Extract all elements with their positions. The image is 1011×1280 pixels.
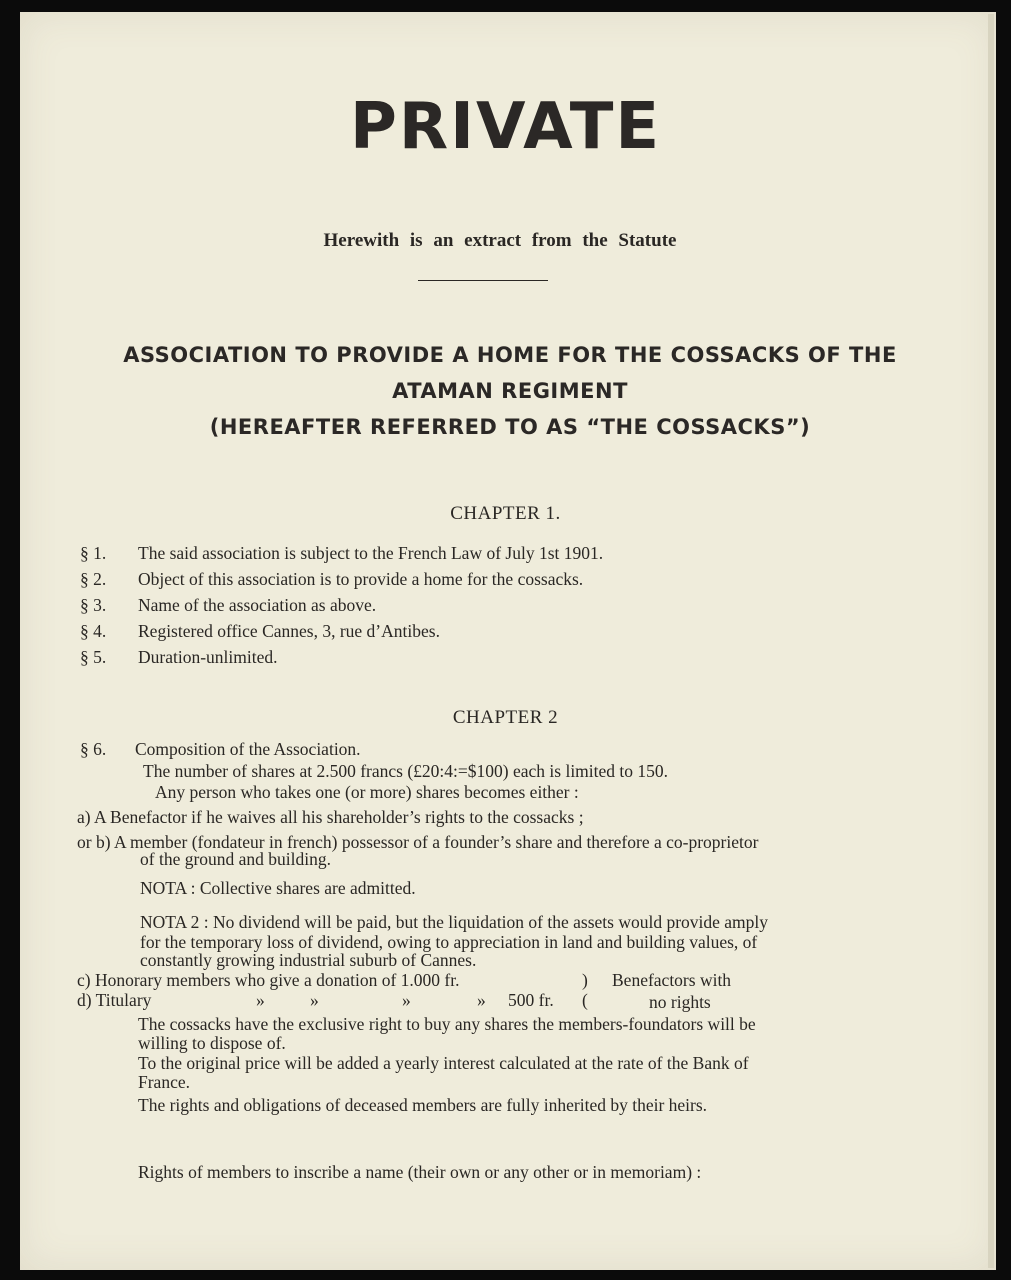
heading-line-2: ATAMAN REGIMENT <box>392 379 628 403</box>
price-line-2: France. <box>138 1072 190 1092</box>
inscribe-line: Rights of members to inscribe a name (their own or any other or in memoriam) : <box>138 1162 702 1182</box>
ditto-mark: » <box>477 990 486 1010</box>
subtitle: Herewith is an extract from the Statute <box>323 230 677 251</box>
buy-line-2: willing to dispose of. <box>138 1033 286 1053</box>
ditto-mark: » <box>256 990 265 1010</box>
clause-c: c) Honorary members who give a donation of 1.000 fr. <box>77 970 460 990</box>
brace-top: ) <box>582 970 588 990</box>
clause-a: a) A Benefactor if he waives all his shareholder’s rights to the cossacks ; <box>77 807 584 827</box>
section-number: § 2. <box>80 569 107 589</box>
section-text: Name of the association as above. <box>138 595 377 615</box>
benefactors-with: Benefactors with <box>612 970 732 990</box>
section-text: Object of this association is to provide a home for the cossacks. <box>138 569 584 589</box>
heading-line-3: (HEREAFTER REFERRED TO AS “THE COSSACKS”) <box>209 415 811 439</box>
clause-b-line-2: of the ground and building. <box>140 849 332 869</box>
clause-d-label: d) Titulary <box>77 990 152 1010</box>
heading-line-1: ASSOCIATION TO PROVIDE A HOME FOR THE COSSACKS OF THE <box>123 343 897 367</box>
section-number: § 5. <box>80 647 107 667</box>
price-line-1: To the original price will be added a yearly interest calculated at the rate of the Bank of <box>138 1053 749 1073</box>
ditto-mark: » <box>310 990 319 1010</box>
ditto-mark: » <box>402 990 411 1010</box>
section-6-title: Composition of the Association. <box>135 739 361 759</box>
section-number: § 1. <box>80 543 107 563</box>
nota-2-line-1: NOTA 2 : No dividend will be paid, but the liquidation of the assets would provide amply <box>140 912 769 932</box>
buy-line-1: The cossacks have the exclusive right to buy any shares the members-foundators will be <box>138 1014 756 1034</box>
page-title: PRIVATE <box>349 90 662 164</box>
page-edge <box>988 14 994 1268</box>
nota-2-line-2: for the temporary loss of dividend, owing to appreciation in land and building values, of <box>140 932 758 952</box>
clause-b-line-1: or b) A member (fondateur in french) possessor of a founder’s share and therefore a co-proprietor <box>77 832 759 852</box>
section-text: Registered office Cannes, 3, rue d’Antibes. <box>138 621 440 641</box>
no-rights: no rights <box>649 992 711 1012</box>
nota-2-line-3: constantly growing industrial suburb of Cannes. <box>140 950 477 970</box>
section-number: § 4. <box>80 621 107 641</box>
shares-line: The number of shares at 2.500 francs (£20:4:=$100) each is limited to 150. <box>143 761 669 781</box>
section-number: § 3. <box>80 595 107 615</box>
divider-rule <box>418 280 548 281</box>
nota-1: NOTA : Collective shares are admitted. <box>140 878 416 898</box>
section-text: The said association is subject to the French Law of July 1st 1901. <box>138 543 604 563</box>
rights-line: The rights and obligations of deceased members are fully inherited by their heirs. <box>138 1095 708 1115</box>
brace-bottom: ( <box>582 990 588 1010</box>
clause-d-amount: 500 fr. <box>508 990 554 1010</box>
section-text: Duration-unlimited. <box>138 647 278 667</box>
chapter-2-title: CHAPTER 2 <box>452 707 559 728</box>
section-number: § 6. <box>80 739 107 759</box>
any-person-line: Any person who takes one (or more) shares becomes either : <box>155 782 579 802</box>
chapter-1-title: CHAPTER 1. <box>450 503 561 524</box>
